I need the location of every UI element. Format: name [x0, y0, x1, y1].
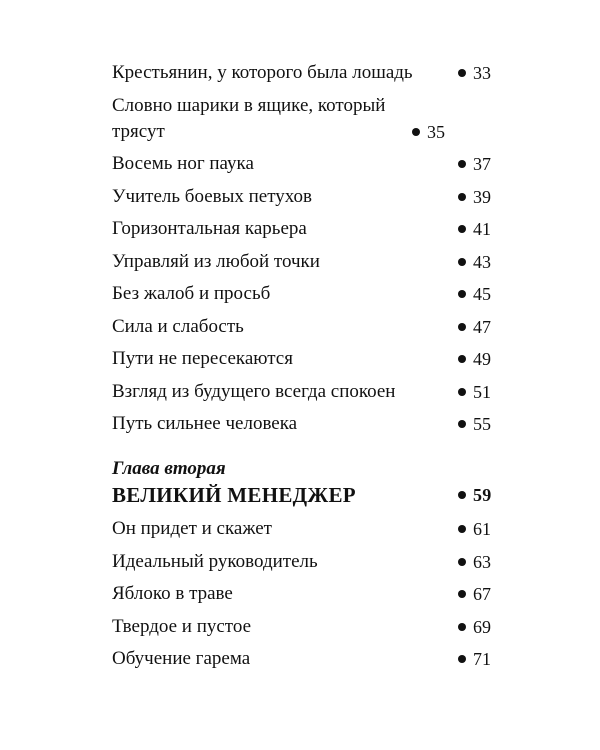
toc-entry-title: Обучение гарема [112, 648, 251, 669]
bullet-icon [458, 225, 466, 233]
toc-entry[interactable] [112, 151, 498, 177]
bullet-icon [458, 590, 466, 598]
bullet-icon [458, 420, 466, 428]
table-of-contents [112, 60, 498, 679]
toc-entry[interactable] [112, 281, 498, 307]
page-number: 63 [473, 551, 491, 572]
bullet-icon [458, 525, 466, 533]
bullet-icon [412, 128, 420, 136]
toc-entry-page [458, 549, 498, 575]
toc-entry-title: Взгляд из будущего всегда спокоен [112, 380, 396, 402]
toc-entry-page [458, 216, 498, 242]
toc-entry-page [458, 346, 498, 372]
toc-entry-page [458, 379, 498, 405]
toc-entry[interactable] [112, 614, 498, 640]
toc-entry-page [458, 411, 498, 437]
page-number: 71 [473, 649, 491, 669]
toc-entry[interactable] [112, 581, 498, 607]
page-number: 45 [473, 284, 491, 304]
page-number: 49 [473, 349, 491, 369]
toc-entry[interactable] [112, 314, 498, 340]
page-number: 51 [473, 381, 491, 402]
toc-entry[interactable] [112, 646, 498, 672]
toc-entry[interactable] [112, 184, 498, 210]
bullet-icon [458, 388, 466, 396]
toc-entry[interactable] [112, 411, 498, 437]
bullet-icon [458, 558, 466, 566]
page-number: 67 [473, 584, 491, 604]
bullet-icon [458, 290, 466, 298]
toc-entry-title: Восемь ног паука [112, 153, 254, 174]
toc-entry-page [458, 281, 498, 307]
bullet-icon [458, 623, 466, 631]
toc-entry-title: Горизонтальная карьера [112, 218, 307, 239]
page-number: 47 [473, 316, 491, 337]
toc-entry-title: Крестьянин, у которого была лошадь [112, 62, 413, 83]
bullet-icon [458, 160, 466, 168]
toc-entry-title: Управляй из любой точки [112, 250, 320, 272]
bullet-icon [458, 655, 466, 663]
toc-entry-title: Твердое и пустое [112, 615, 252, 637]
toc-entry-title: Учитель боевых петухов [112, 185, 313, 207]
bullet-icon [458, 491, 466, 499]
toc-entry[interactable] [112, 93, 474, 145]
page-number: 59 [473, 485, 492, 505]
bullet-icon [458, 258, 466, 266]
bullet-icon [458, 323, 466, 331]
toc-entry-page [412, 119, 452, 145]
page-number: 39 [473, 186, 491, 207]
page-number: 43 [473, 251, 491, 272]
bullet-icon [458, 355, 466, 363]
toc-entry-title: Яблоко в траве [112, 583, 233, 604]
page-number: 55 [473, 414, 491, 434]
toc-entry[interactable] [112, 60, 498, 86]
toc-entry-page [458, 60, 498, 86]
toc-entry[interactable] [112, 216, 498, 242]
toc-entry-title: Сила и слабость [112, 315, 244, 337]
toc-entry-title: Путь сильнее человека [112, 413, 298, 434]
toc-entry-page [458, 581, 498, 607]
toc-entry-title: Он придет и скажет [112, 518, 272, 539]
chapter-heading[interactable] [112, 481, 498, 509]
chapter-title: ВЕЛИКИЙ МЕНЕДЖЕР [112, 483, 356, 507]
page-number: 33 [473, 63, 491, 83]
toc-entry[interactable] [112, 549, 498, 575]
page-number: 69 [473, 616, 491, 637]
toc-entry-title: Без жалоб и просьб [112, 283, 271, 304]
toc-entry[interactable] [112, 379, 498, 405]
toc-entry-page [458, 646, 498, 672]
bullet-icon [458, 193, 466, 201]
toc-entry-page [458, 516, 498, 542]
toc-entry[interactable] [112, 346, 498, 372]
chapter-label: Глава вторая [112, 458, 226, 479]
chapter-page [458, 481, 498, 509]
page-number: 37 [473, 154, 491, 174]
toc-entry-title: Пути не пересекаются [112, 348, 293, 369]
toc-entry-page [458, 151, 498, 177]
toc-entry[interactable] [112, 516, 498, 542]
toc-entry[interactable] [112, 249, 498, 275]
toc-entry-page [458, 614, 498, 640]
page-number: 61 [473, 519, 491, 539]
toc-entry-page [458, 184, 498, 210]
toc-entry-title: Словно шарики в ящике, который трясут [112, 94, 386, 142]
page-number: 35 [427, 121, 445, 142]
toc-entry-page [458, 249, 498, 275]
toc-entry-page [458, 314, 498, 340]
toc-entry-title: Идеальный руководитель [112, 550, 318, 572]
page-number: 41 [473, 219, 491, 239]
bullet-icon [458, 69, 466, 77]
